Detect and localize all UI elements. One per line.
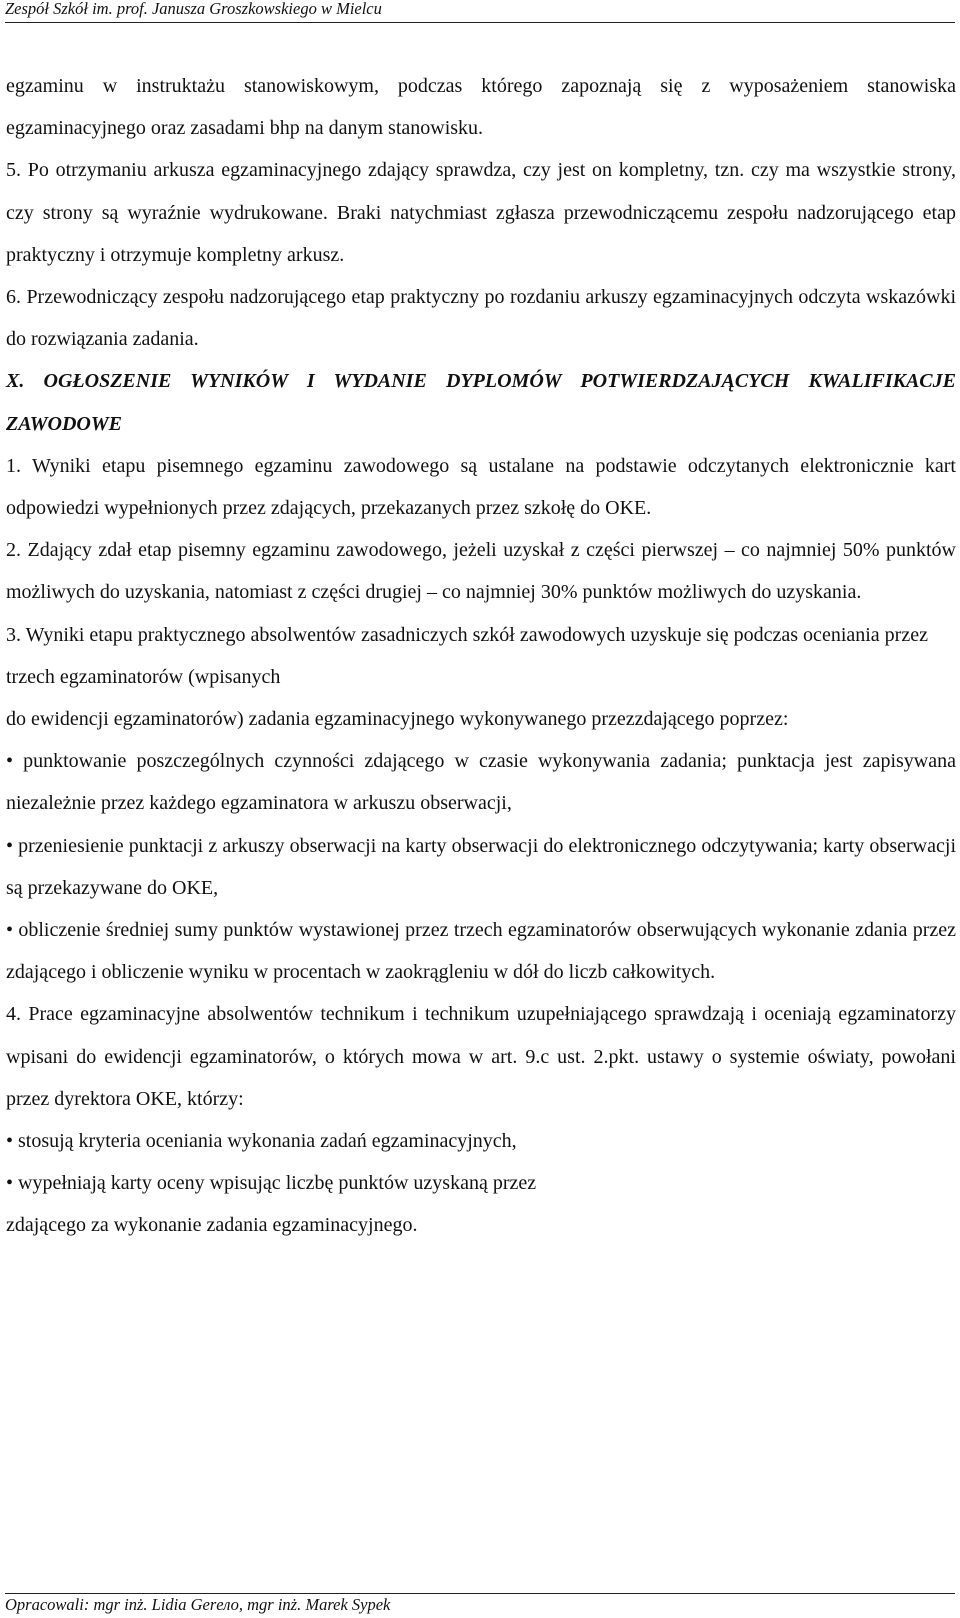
section-heading-x: X. OGŁOSZENIE WYNIKÓW I WYDANIE DYPLOMÓW POTWIERDZAJĄCYCH KWALIFIKACJE ZAWODOWE — [6, 370, 956, 435]
document-body — [6, 65, 956, 1247]
page-header — [5, 0, 955, 23]
footer-authors: Opracowali: mgr inż. Lidia Gerело, mgr inż. Marek Sypek — [5, 1595, 391, 1614]
bullet-score-cards-continued: zdającego za wykonanie zadania egzaminacyjnego. — [6, 1214, 418, 1237]
paragraph-intro-continuation: egzaminu w instruktażu stanowiskowym, podczas którego zapoznają się z wyposażeniem stanowiska egzaminacyjnego oraz zasadami bhp na danym stanowisku. — [6, 75, 956, 140]
paragraph-results-4: 4. Prace egzaminacyjne absolwentów technikum i technikum uzupełniającego sprawdzają i oceniają egzaminatorzy wpisani do ewidencji egzaminatorów, o których mowa w art. 9.c ust. 2.pkt. ustawy o systemie oświaty, powołani przez dyrektora OKE, którzy: — [6, 1003, 956, 1110]
header-school-name: Zespół Szkół im. prof. Janusza Groszkowskiego w Mielcu — [5, 0, 382, 18]
paragraph-results-3: 3. Wyniki etapu praktycznego absolwentów zasadniczych szkół zawodowych uzyskuje się podczas oceniania przez trzech egzaminatorów (wpisanych — [6, 623, 928, 688]
bullet-average: • obliczenie średniej sumy punktów wystawionej przez trzech egzaminatorów obserwujących wykonanie zdania przez zdającego i obliczenie wyniku w procentach w zaokrągleniu w dół do liczb całkowitych. — [6, 919, 956, 984]
paragraph-results-1: 1. Wyniki etapu pisemnego egzaminu zawodowego są ustalane na podstawie odczytanych elektronicznie kart odpowiedzi wypełnionych przez zdających, przekazanych przez szkołę do OKE. — [6, 454, 956, 520]
paragraph-results-3-continued: do ewidencji egzaminatorów) zadania egzaminacyjnego wykonywanego przezzdającego poprzez: — [6, 708, 789, 731]
page-footer — [5, 1593, 955, 1618]
bullet-scoring: • punktowanie poszczególnych czynności zdającego w czasie wykonywania zadania; punktacja jest zapisywana niezależnie przez każdego egzaminatora w arkuszu obserwacji, — [6, 750, 956, 815]
bullet-score-cards: • wypełniają karty oceny wpisując liczbę punktów uzyskaną przez — [6, 1172, 537, 1195]
bullet-transfer: • przeniesienie punktacji z arkuszy obserwacji na karty obserwacji do elektronicznego odczytywania; karty obserwacji są przekazywane do OKE, — [6, 834, 956, 899]
paragraph-results-2: 2. Zdający zdał etap pisemny egzaminu zawodowego, jeżeli uzyskał z części pierwszej – co najmniej 50% punktów możliwych do uzyskania, natomiast z części drugiej – co najmniej 30% punktów możliwych do uzyskania. — [6, 539, 956, 604]
bullet-criteria: • stosują kryteria oceniania wykonania zadań egzaminacyjnych, — [6, 1130, 517, 1153]
paragraph-item-6: 6. Przewodniczący zespołu nadzorującego etap praktyczny po rozdaniu arkuszy egzaminacyjnych odczyta wskazówki do rozwiązania zadania. — [6, 286, 956, 351]
paragraph-item-5: 5. Po otrzymaniu arkusza egzaminacyjnego zdający sprawdza, czy jest on kompletny, tzn. czy ma wszystkie strony, czy strony są wyraźnie wydrukowane. Braki natychmiast zgłasza przewodniczącemu zespołu nadzorującego etap praktyczny i otrzymuje kompletny arkusz. — [6, 159, 956, 266]
